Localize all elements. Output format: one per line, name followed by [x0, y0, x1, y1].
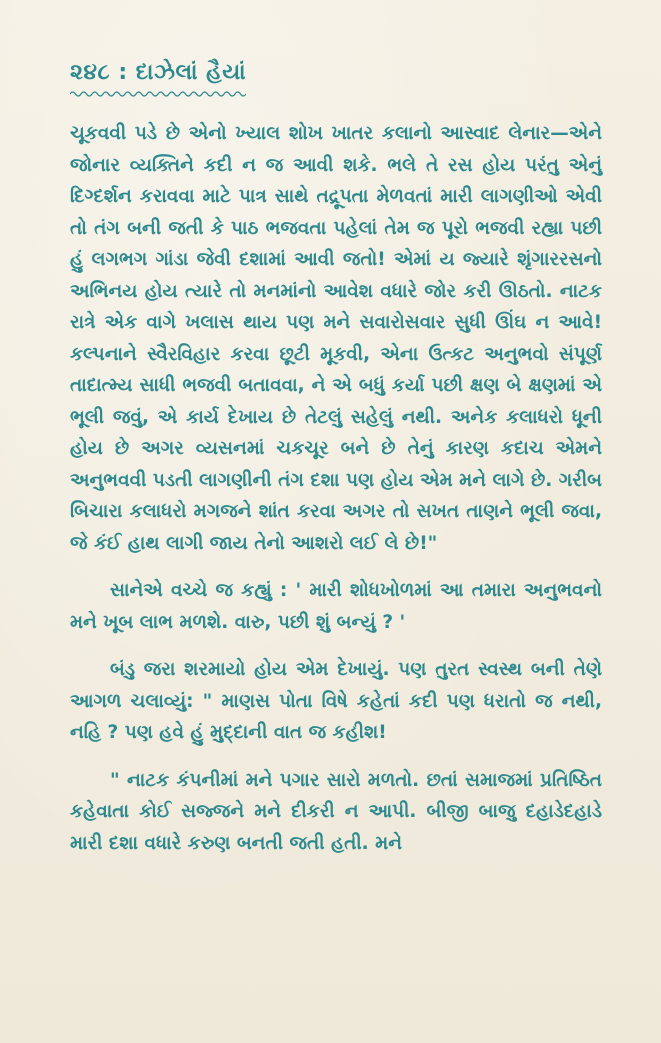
paragraph-spacer [70, 749, 602, 765]
paragraph-2: સાનેએ વચ્ચે જ કહ્યું : ' મારી શોધખોળમાં આ તમારા અનુભવનો મને ખૂબ લાભ મળશે. વારુ, પછી શું બન્યું ? ' [70, 580, 602, 633]
paragraph-spacer [70, 638, 602, 654]
paragraph-4: " નાટક કંપનીમાં મને પગાર સારો મળતો. છતાં સમાજમાં પ્રતિષ્ઠિત કહેવાતા કોઈ સજ્જને મને દીકરી ન આપી. બીજી બાજુ દહાડેદહાડે મારી દશા વધારે કરુણ બનતી જતી હતી. મને [70, 769, 602, 854]
running-head: ૨૪૮ : દાઝેલાં હૈયાં [70, 60, 247, 85]
paragraph-spacer [70, 559, 602, 575]
paragraph-1: ચૂકવવી પડે છે એનો ખ્યાલ શોખ ખાતર કલાનો આસ્વાદ લેનાર—એને જોનાર વ્યક્તિને કદી ન જ આવી શકે. ભલે તે રસ હોય પરંતુ એનું દિગ્દર્શન કરાવવા માટે પાત્ર સાથે તદ્રૂપતા મેળવતાં મારી લાગણીઓ એવી તો તંગ બની જતી કે પાઠ ભજવતા પહેલાં તેમ જ પૂરો ભજવી રહ્યા પછી હું લગભગ ગાંડા જેવી દશામાં આવી જતો! એમાં ય જ્યારે શૃંગારરસનો અભિનય હોય ત્યારે તો મનમાંનો આવેશ વધારે જોર કરી ઊઠતો. નાટક રાત્રે એક વાગે ખલાસ થાય પણ મને સવારોસવાર સુધી ઊંઘ ન આવે! કલ્પનાને સ્વૈરવિહાર કરવા છૂટી મૂકવી, એના ઉત્કટ અનુભવો સંપૂર્ણ તાદાત્મ્ય સાધી ભજવી બતાવવા, ને એ બધું કર્યા પછી ક્ષણ બે ક્ષણમાં એ ભૂલી જવું, એ કાર્ય દેખાય છે તેટલું સહેલું નથી. અનેક કલાધરો ધૂની હોય છે અગર વ્યસનમાં ચકચૂર બને છે તેનું કારણ કદાચ એમને અનુભવવી પડતી લાગણીની તંગ દશા પણ હોય એમ મને લાગે છે. ગરીબ બિચારા કલાધરો મગજને શાંત કરવા અગર તો સખત તાણને ભૂલી જવા, જે કંઈ હાથ લાગી જાય તેનો આશરો લઈ લે છે!" [70, 123, 602, 554]
decorative-rule [70, 90, 246, 98]
paragraph-3: બંડુ જરા શરમાયો હોય એમ દેખાયું. પણ તુરત સ્વસ્થ બની તેણે આગળ ચલાવ્યું: " માણસ પોતા વિષે કહેતાં કદી પણ ધરાતો જ નથી, નહિ ? પણ હવે હું મુદ્દાની વાત જ કહીશ! [70, 659, 602, 743]
body-text [70, 118, 602, 859]
